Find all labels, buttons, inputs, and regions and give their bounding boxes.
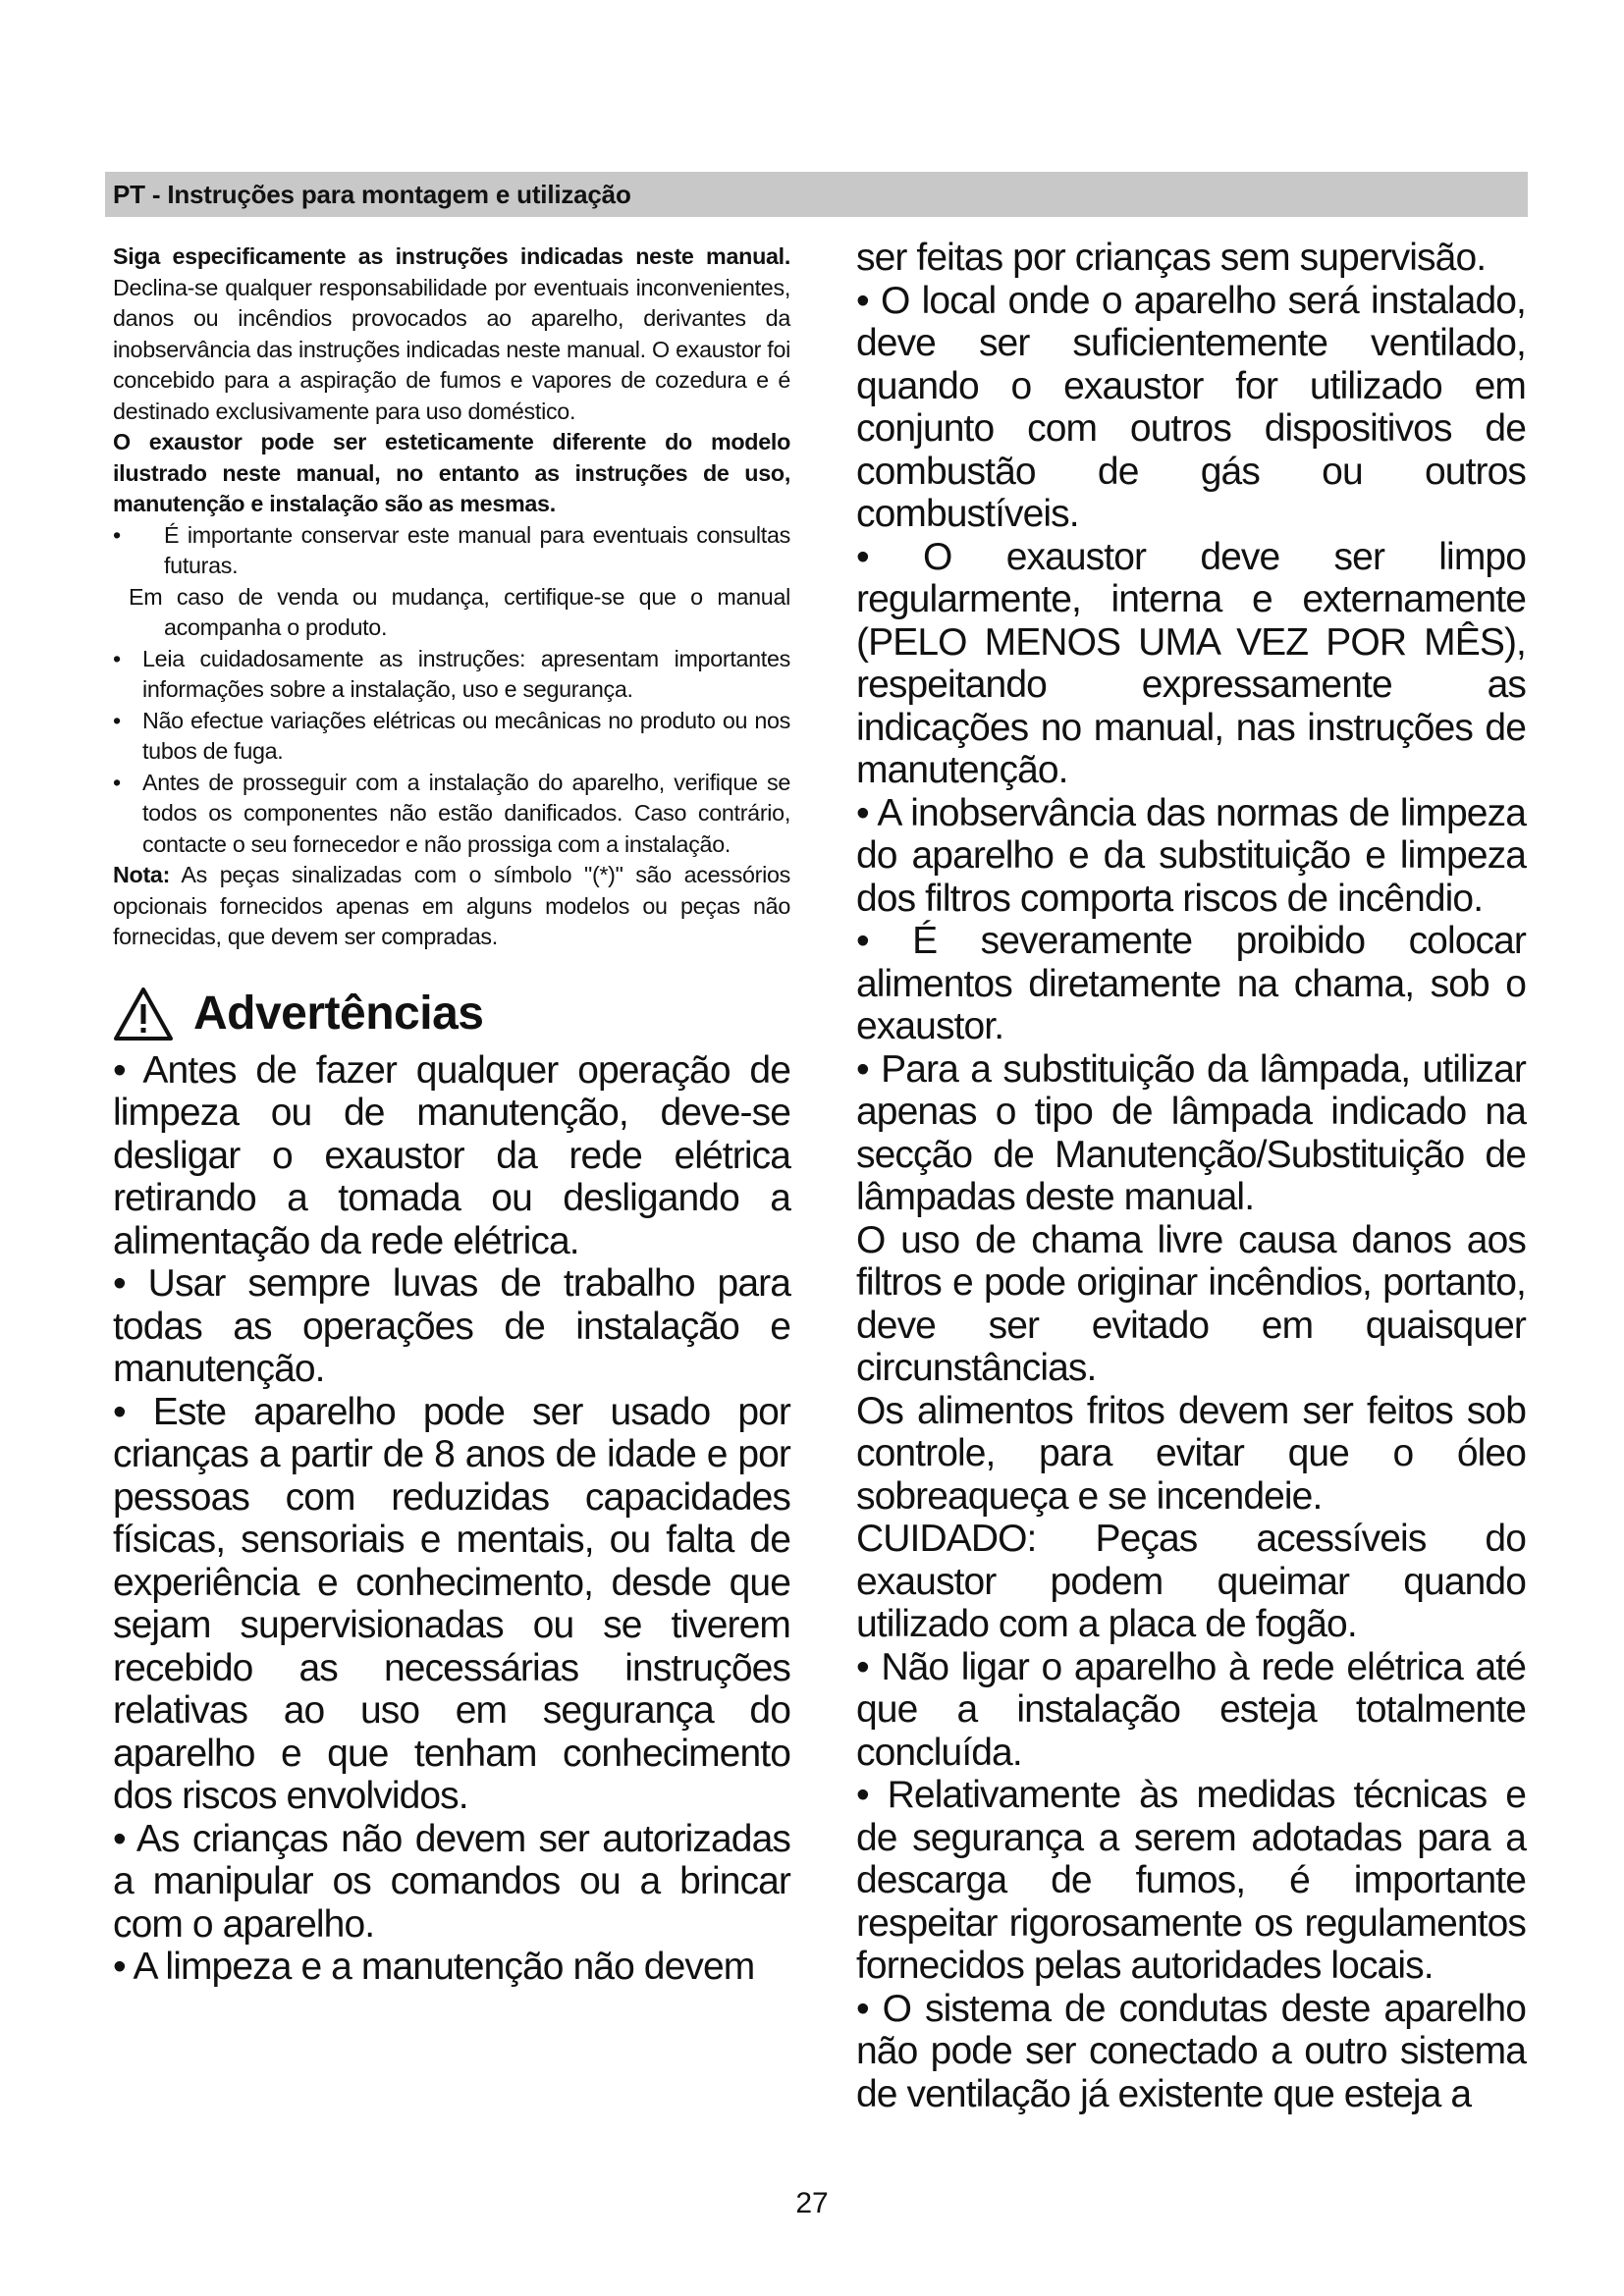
warning-item: • Este aparelho pode ser usado por crianças a partir de 8 anos de idade e por pessoas com reduzidas capacidades físicas, sensoriais e mentais, ou falta de experiência e conhecimento, desde que sejam supervisionadas ou se tiverem recebido as necessárias instruções relativas ao uso em segurança do aparelho e que tenham conhecimento dos riscos envolvidos. — [113, 1390, 790, 1817]
warning-item: • Não ligar o aparelho à rede elétrica até que a instalação esteja totalmente concluída. — [856, 1645, 1526, 1774]
intro-paragraph-1 — [113, 241, 790, 427]
warning-item: ser feitas por crianças sem supervisão. — [856, 237, 1487, 279]
warning-item: CUIDADO: Peças acessíveis do exaustor podem queimar quando utilizado com a placa de fogão. — [856, 1518, 1526, 1645]
warning-item: • Antes de fazer qualquer operação de limpeza ou de manutenção, deve-se desligar o exaustor da rede elétrica retirando a tomada ou desligando a alimentação da rede elétrica. — [113, 1048, 790, 1262]
intro-bullet-list — [113, 520, 790, 861]
list-item-text: Não efectue variações elétricas ou mecânicas no produto ou nos tubos de fuga. — [142, 707, 790, 764]
section-header: PT - Instruções para montagem e utilização — [105, 172, 1528, 217]
warnings-left-list — [113, 1049, 790, 1989]
bullet-icon: • — [113, 645, 121, 671]
list-item — [113, 644, 790, 706]
right-column — [856, 237, 1526, 2115]
list-item-text: Antes de prosseguir com a instalação do aparelho, verifique se todos os componentes não estão danificados. Caso contrário, contacte o seu fornecedor e não prossiga com a instalação. — [142, 769, 790, 857]
intro-paragraph-2: O exaustor pode ser esteticamente diferente do modelo ilustrado neste manual, no entanto as instruções de uso, manutenção e instalação são as mesmas. — [113, 429, 790, 516]
bullet-icon: • — [113, 769, 121, 795]
warnings-heading — [113, 983, 790, 1045]
nota-label: Nota: — [113, 862, 171, 887]
bullet-icon: • — [113, 521, 121, 548]
warning-item: Os alimentos fritos devem ser feitos sob controle, para evitar que o óleo sobreaqueça e se incendeie. — [856, 1389, 1526, 1518]
warning-item: • As crianças não devem ser autorizadas a manipular os comandos ou a brincar com o aparelho. — [113, 1817, 790, 1946]
sale-note: Em caso de venda ou mudança, certifique-se que o manual acompanha o produto. — [129, 583, 790, 640]
warning-item: • Relativamente às medidas técnicas e de segurança a serem adotadas para a descarga de fumos, é importante respeitar rigorosamente os regulamentos fornecidos pelas autoridades locais. — [856, 1774, 1526, 1987]
warning-item: • A limpeza e a manutenção não devem — [113, 1946, 755, 1988]
warning-item: • O sistema de condutas deste aparelho não pode ser conectado a outro sistema de ventilação já existente que esteja a — [856, 1987, 1526, 2115]
warning-item: • Para a substituição da lâmpada, utilizar apenas o tipo de lâmpada indicado na secção de Manutenção/Substituição de lâmpadas deste manual. — [856, 1047, 1526, 1218]
list-item — [113, 520, 790, 582]
list-item — [113, 706, 790, 768]
warning-item: O uso de chama livre causa danos aos filtros e pode originar incêndios, portanto, deve ser evitado em quaisquer circunstâncias. — [856, 1218, 1526, 1389]
left-column — [113, 241, 790, 1989]
bullet-icon: • — [113, 707, 121, 733]
warning-item: • É severamente proibido colocar alimentos diretamente na chama, sob o exaustor. — [856, 920, 1526, 1047]
warning-triangle-icon — [113, 987, 174, 1041]
nota-text: As peças sinalizadas com o símbolo "(*)" são acessórios opcionais fornecidos apenas em alguns modelos ou peças não fornecidas, que devem ser compradas. — [113, 862, 790, 949]
list-item-text: É importante conservar este manual para eventuais consultas futuras. — [164, 521, 790, 578]
intro-section — [113, 241, 790, 953]
intro-bold-lead: Siga especificamente as instruções indicadas neste manual. — [113, 243, 790, 269]
list-item — [113, 768, 790, 861]
nota-paragraph — [113, 860, 790, 953]
list-item-text: Leia cuidadosamente as instruções: apresentam importantes informações sobre a instalação, uso e segurança. — [142, 645, 790, 702]
warnings-title: Advertências — [193, 988, 484, 1040]
warning-item: • A inobservância das normas de limpeza do aparelho e da substituição e limpeza dos filtros comporta riscos de incêndio. — [856, 791, 1526, 920]
warning-item: • O local onde o aparelho será instalado, deve ser suficientemente ventilado, quando o exaustor for utilizado em conjunto com outros dispositivos de combustão de gás ou outros combustíveis. — [856, 279, 1526, 535]
warning-item: • Usar sempre luvas de trabalho para todas as operações de instalação e manutenção. — [113, 1262, 790, 1390]
page-number: 27 — [795, 2187, 829, 2219]
warning-item: • O exaustor deve ser limpo regularmente, interna e externamente (PELO MENOS UMA VEZ POR MÊS), respeitando expressamente as indicações no manual, nas instruções de manutenção. — [856, 535, 1526, 791]
intro-text: Declina-se qualquer responsabilidade por eventuais inconvenientes, danos ou incêndios provocados ao aparelho, derivantes da inobservância das instruções indicadas neste manual. O exaustor foi concebido para a aspiração de fumos e vapores de cozedura e é destinado exclusivamente para uso doméstico. — [113, 274, 790, 424]
